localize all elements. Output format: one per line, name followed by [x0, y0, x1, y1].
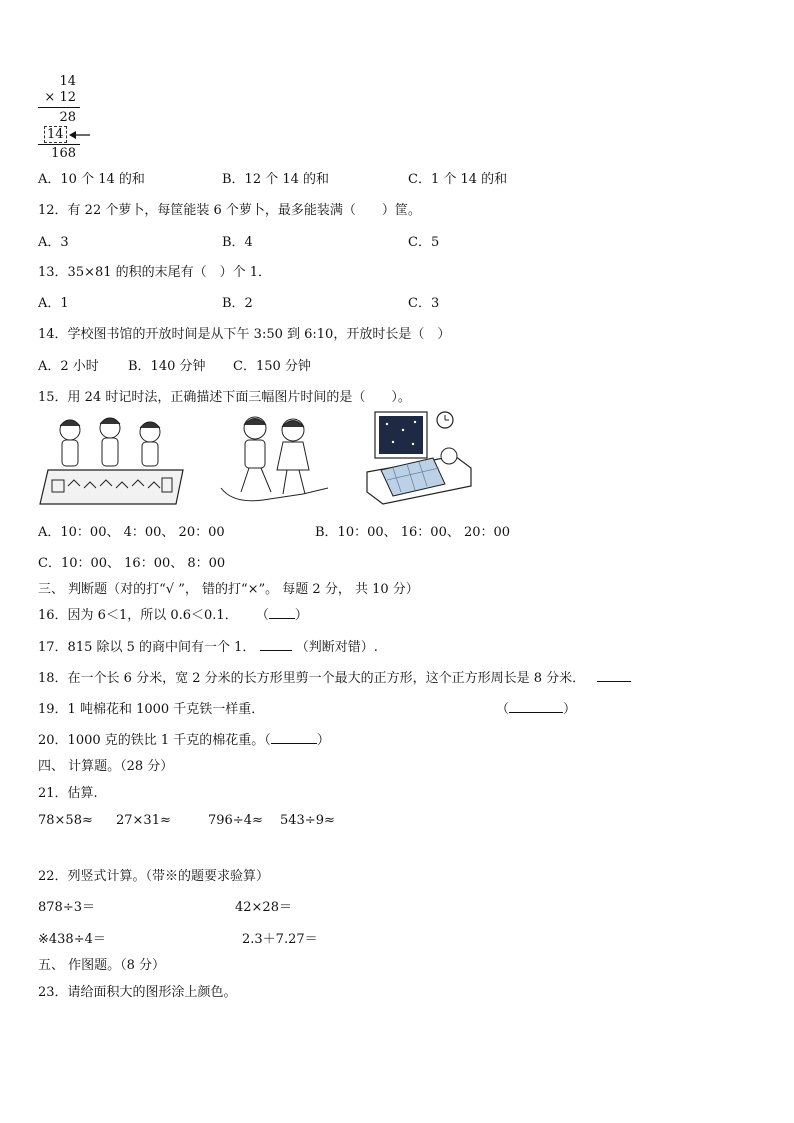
q15-option-b: B．10：00、 16：00、 20：00	[315, 525, 511, 540]
vm-result: 168	[51, 146, 76, 161]
q17-text-post: （判断对错）.	[295, 640, 378, 655]
vm-op: × 12	[44, 90, 76, 105]
q14-option-b: B．140 分钟	[128, 359, 206, 374]
q18-line	[38, 667, 631, 686]
vm-line-1	[38, 107, 80, 108]
vm-row1: 28	[59, 110, 76, 125]
vm-top: 14	[59, 74, 76, 89]
q15-option-a: A．10：00、 4：00、 20：00	[38, 525, 225, 540]
section-3-heading: 三、 判断题（对的打“√ ”， 错的打“×”。 每题 2 分， 共 10 分）	[38, 582, 419, 597]
q22-item-4: 2.3＋7.27＝	[242, 932, 318, 947]
q20-line	[38, 729, 330, 748]
q21-item-4: 543÷9≈	[280, 813, 335, 828]
section-5-heading: 五、 作图题。（8 分）	[38, 958, 166, 973]
vm-line-2	[38, 144, 80, 145]
q16-paren-open: （	[255, 608, 269, 623]
q21-item-1: 78×58≈	[38, 813, 93, 828]
q15-text: 15．用 24 时记时法，正确描述下面三幅图片时间的是（ ）。	[38, 390, 411, 405]
q13-text: 13．35×81 的积的末尾有（ ）个 1．	[38, 265, 272, 280]
q22-item-3: ※438÷4＝	[38, 932, 106, 947]
vm-row2-box: 14	[44, 126, 67, 143]
q14-text: 14．学校图书馆的开放时间是从下午 3:50 到 6:10，开放时长是（ ）	[38, 327, 451, 342]
q12-text: 12．有 22 个萝卜，每筐能装 6 个萝卜，最多能装满（ ）筐。	[38, 203, 421, 218]
section-4-heading: 四、 计算题。（28 分）	[38, 759, 174, 774]
q17-answer-blank[interactable]	[260, 650, 292, 651]
q18-answer-blank[interactable]	[597, 681, 631, 682]
q15-option-c: C．10：00、 16：00、 8：00	[38, 556, 226, 571]
children-crafting-image	[38, 408, 188, 510]
q18-text: 18．在一个长 6 分米，宽 2 分米的长方形里剪一个最大的正方形，这个正方形周长是 8 分米．	[38, 671, 586, 686]
q12-option-b: B．4	[222, 235, 253, 250]
q20-paren-close: ）	[316, 733, 330, 748]
q12-option-c: C．5	[408, 235, 440, 250]
q14-option-c: C．150 分钟	[233, 359, 311, 374]
q20-text: 20．1000 克的铁比 1 千克的棉花重。	[38, 733, 265, 748]
q17-line	[38, 636, 378, 655]
q22-item-1: 878÷3＝	[38, 900, 95, 915]
q16-line	[38, 604, 308, 623]
q15-pictures	[38, 408, 478, 510]
q21-title: 21．估算.	[38, 786, 98, 801]
q16-text: 16．因为 6＜1，所以 0.6＜0.1．	[38, 608, 238, 623]
q16-answer-blank[interactable]	[269, 618, 295, 619]
q19-answer-blank[interactable]	[509, 712, 563, 713]
q19-paren-open: （	[496, 702, 510, 717]
q19-text: 19．1 吨棉花和 1000 千克铁一样重．	[38, 702, 265, 717]
q21-item-3: 796÷4≈	[208, 813, 263, 828]
q11-option-a: A．10 个 14 的和	[38, 172, 145, 187]
q14-option-a: A．2 小时	[38, 359, 99, 374]
q17-text-pre: 17．815 除以 5 的商中间有一个 1．	[38, 640, 256, 655]
q20-paren-open: （	[264, 733, 271, 748]
q22-title: 22．列竖式计算。（带※的题要求验算）	[38, 869, 270, 884]
children-walking-image	[213, 408, 343, 510]
q16-paren-close: ）	[294, 608, 308, 623]
q12-option-a: A．3	[38, 235, 69, 250]
q21-item-2: 27×31≈	[116, 813, 171, 828]
child-sleeping-image	[363, 408, 478, 510]
q20-answer-blank[interactable]	[271, 743, 317, 744]
q23-text: 23．请给面积大的图形涂上颜色。	[38, 985, 237, 1000]
arrow-left-icon	[69, 129, 91, 141]
q13-option-c: C．3	[408, 296, 440, 311]
q11-option-b: B．12 个 14 的和	[222, 172, 330, 187]
q19-answer	[496, 698, 576, 717]
q11-option-c: C．1 个 14 的和	[408, 172, 508, 187]
q19-paren-close: ）	[563, 702, 577, 717]
q13-option-a: A．1	[38, 296, 69, 311]
q13-option-b: B．2	[222, 296, 253, 311]
q22-item-2: 42×28＝	[235, 900, 292, 915]
